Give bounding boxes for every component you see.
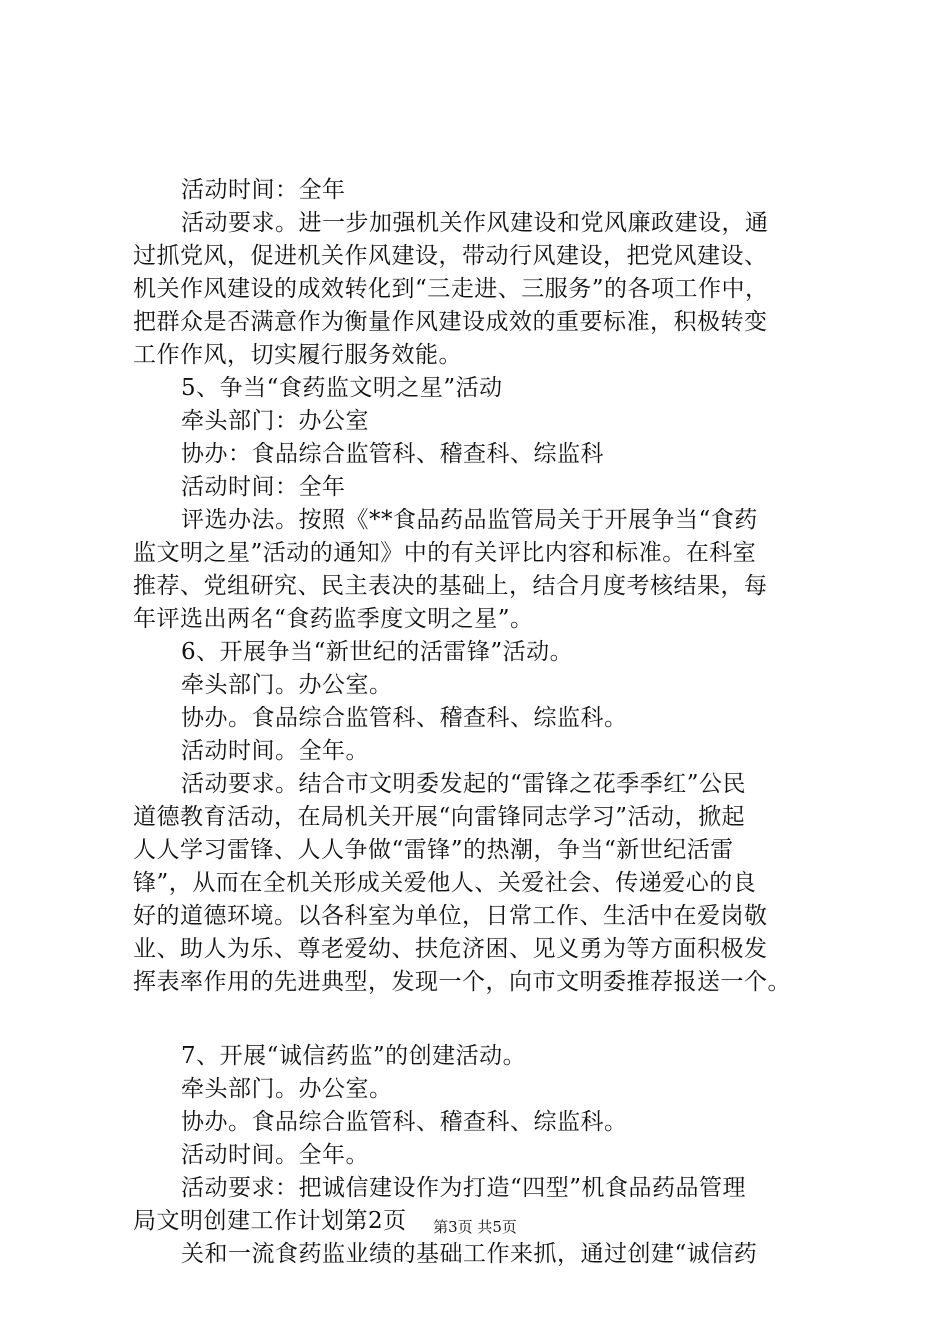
text-line: 业、助人为乐、尊老爱幼、扶危济困、见义勇为等方面积极发	[133, 936, 768, 962]
text-line: 挥表率作用的先进典型，发现一个，向市文明委推荐报送一个。	[133, 969, 791, 995]
text-line: 局文明创建工作计划第2页	[133, 1208, 407, 1234]
text-line: 把群众是否满意作为衡量作风建设成效的重要标准，积极转变	[133, 309, 768, 335]
text-line: 活动要求：把诚信建设作为打造“四型”机食品药品管理	[181, 1175, 747, 1201]
text-line: 好的道德环境。以各科室为单位，日常工作、生活中在爱岗敬	[133, 903, 768, 929]
text-line: 年评选出两名“食药监季度文明之星”。	[133, 606, 534, 632]
paragraph-gap	[133, 999, 853, 1040]
text-line: 活动时间：全年	[181, 474, 346, 500]
document-body	[133, 174, 853, 1271]
text-line: 活动时间。全年。	[181, 1142, 369, 1168]
text-line: 机关作风建设的成效转化到“三走进、三服务”的各项工作中，	[133, 276, 769, 302]
text-line: 牵头部门。办公室。	[181, 672, 393, 698]
section-heading: 6、开展争当“新世纪的活雷锋”活动。	[181, 639, 574, 665]
text-line: 活动时间：全年	[181, 177, 346, 203]
text-line: 关和一流食药监业绩的基础工作来抓，通过创建“诚信药	[181, 1241, 758, 1267]
text-line: 道德教育活动，在局机关开展“向雷锋同志学习”活动，掀起	[133, 804, 746, 830]
text-line: 牵头部门。办公室。	[181, 1076, 393, 1102]
text-line: 过抓党风，促进机关作风建设，带动行风建设，把党风建设、	[133, 243, 768, 269]
text-line: 工作作风，切实履行服务效能。	[133, 342, 462, 368]
text-line: 人人学习雷锋、人人争做“雷锋”的热潮，争当“新世纪活雷	[133, 837, 734, 863]
page-footer: 第3页 共5页	[433, 1218, 517, 1236]
text-line: 评选办法。按照《**食品药品监管局关于开展争当“食药	[181, 507, 758, 533]
text-line: 协办：食品综合监管科、稽查科、综监科	[181, 441, 604, 467]
text-line: 推荐、党组研究、民主表决的基础上，结合月度考核结果，每	[133, 573, 768, 599]
text-line: 牵头部门：办公室	[181, 408, 369, 434]
section-heading: 5、争当“食药监文明之星”活动	[181, 375, 503, 401]
text-line: 活动要求。进一步加强机关作风建设和党风廉政建设，通	[181, 210, 769, 236]
text-line: 活动要求。结合市文明委发起的“雷锋之花季季红”公民	[181, 771, 747, 797]
text-line: 活动时间。全年。	[181, 738, 369, 764]
text-line: 锋”，从而在全机关形成关爱他人、关爱社会、传递爱心的良	[133, 870, 757, 896]
text-line: 协办。食品综合监管科、稽查科、综监科。	[181, 1109, 628, 1135]
text-line: 协办。食品综合监管科、稽查科、综监科。	[181, 705, 628, 731]
text-line: 监文明之星”活动的通知》中的有关评比内容和标准。在科室	[133, 540, 757, 566]
section-heading: 7、开展“诚信药监”的创建活动。	[181, 1043, 527, 1069]
